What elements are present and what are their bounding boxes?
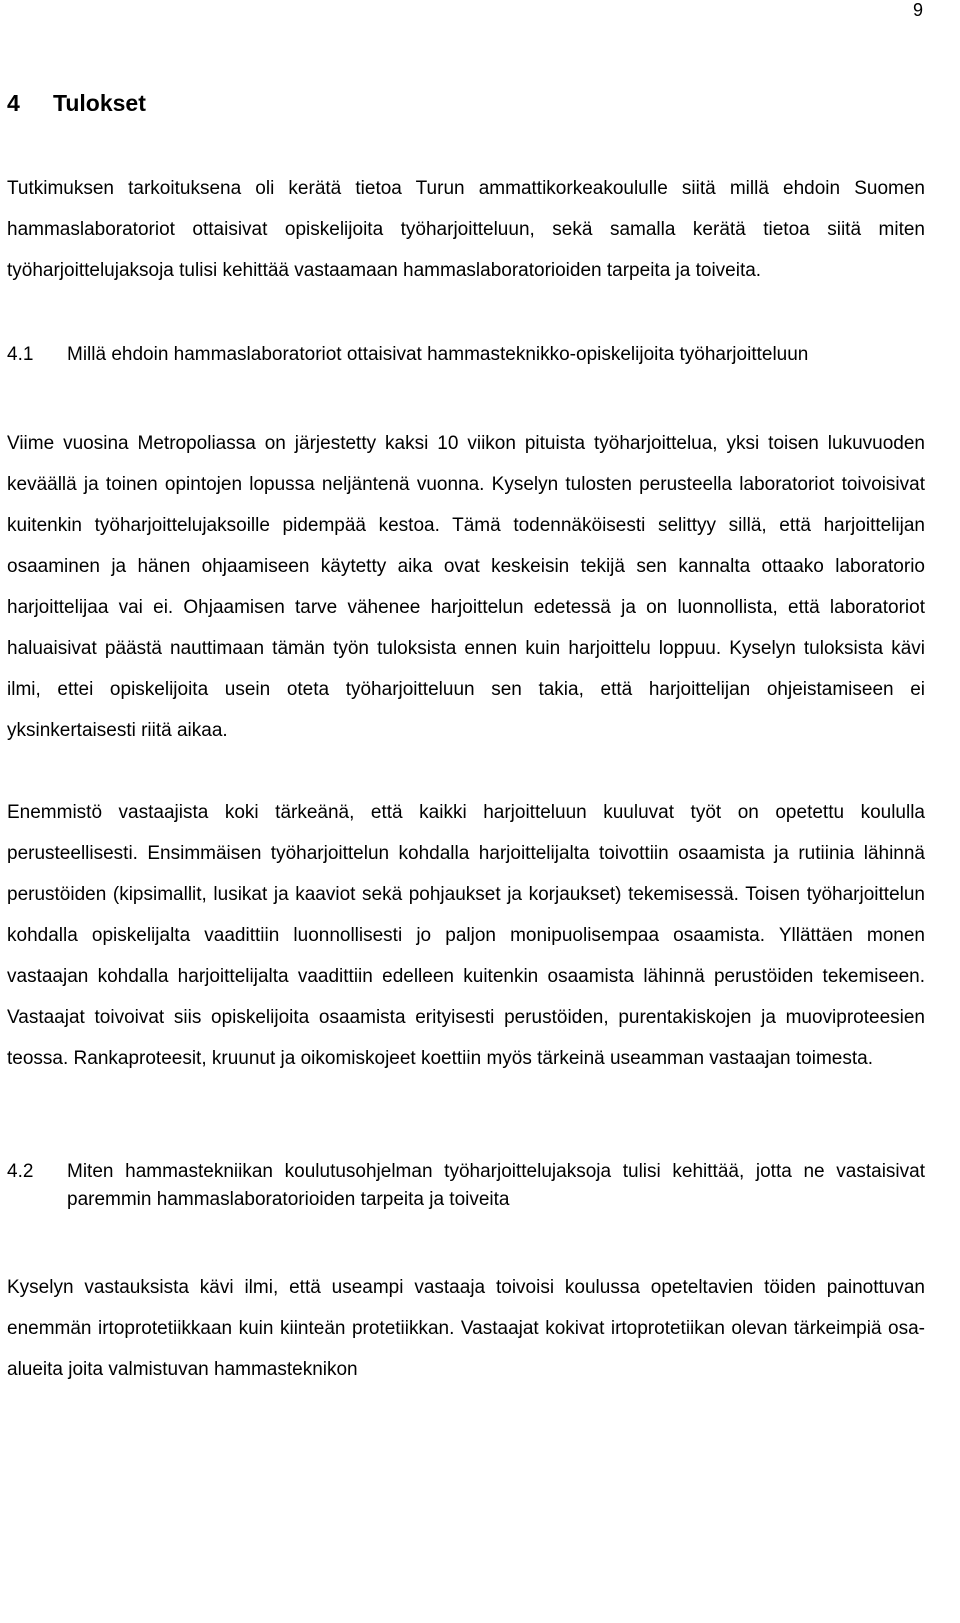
section-title: Miten hammastekniikan koulutusohjelman työharjoittelujaksoja tulisi kehittää, jotta ne vastaisivat paremmin hammaslaboratorioiden tarpeita ja toiveita [67,1161,925,1210]
page-number: 9 [912,0,923,20]
section-1-paragraph-1: Viime vuosina Metropoliassa on järjestetty kaksi 10 viikon pituista työharjoittelua, yksi toisen lukuvuoden keväällä ja toinen opintojen lopussa neljäntenä vuonna. Kyselyn tulosten perusteella laboratoriot toivoisivat kuitenkin työharjoittelujaksoille pidempää kestoa. Tämä todennäköisesti selittyy sillä, että harjoittelijan osaaminen ja hänen ohjaamiseen käytetty aika ovat keskeisin tekijä sen kannalta ottaako laboratorio harjoittelijaa vai ei. Ohjaamisen tarve vähenee harjoittelun edetessä ja on luonnollista, että laboratoriot haluaisivat päästä nauttimaan tämän työn tuloksista ennen kuin harjoittelu loppuu. Kyselyn tuloksista kävi ilmi, ettei opiskelijoita usein oteta työharjoitteluun sen takia, että harjoittelijan ohjeistamiseen ei yksinkertaisesti riitä aikaa. [7,433,925,741]
section-title: Millä ehdoin hammaslaboratoriot ottaisivat hammasteknikko-opiskelijoita työharjoitteluun [67,344,809,365]
page-content [7,84,925,1390]
intro-paragraph: Tutkimuksen tarkoituksena oli kerätä tietoa Turun ammattikorkeakoululle siitä millä ehdoin Suomen hammaslaboratoriot ottaisivat opiskelijoita työharjoitteluun, sekä samalla kerätä tietoa siitä miten työharjoittelujaksoja tulisi kehittää vastaamaan hammaslaboratorioiden tarpeita ja toiveita. [7,178,925,281]
section-heading-4-1 [7,341,925,369]
section-number: 4.1 [7,344,34,365]
chapter-title: Tulokset [53,90,146,116]
section-1-paragraph-2: Enemmistö vastaajista koki tärkeänä, että kaikki harjoitteluun kuuluvat työt on opetettu koululla perusteellisesti. Ensimmäisen työharjoittelun kohdalla harjoittelijalta toivottiin osaamista ja rutiinia lähinnä perustöiden (kipsimallit, lusikat ja kaaviot sekä pohjaukset ja korjaukset) tekemisessä. Toisen työharjoittelun kohdalla opiskelijalta vaadittiin luonnollisesti jo paljon monipuolisempaa osaamista. Yllättäen monen vastaajan kohdalla harjoittelijalta vaadittiin edelleen kuitenkin osaamista lähinnä perustöiden tekemiseen. Vastaajat toivoivat siis opiskelijoita osaamista erityisesti perustöiden, purentakiskojen ja muoviproteesien teossa. Rankaproteesit, kruunut ja oikomiskojeet koettiin myös tärkeinä useamman vastaajan toimesta. [7,802,925,1069]
section-number: 4.2 [7,1161,34,1182]
section-2-paragraph-1: Kyselyn vastauksista kävi ilmi, että useampi vastaaja toivoisi koulussa opeteltavien töiden painottuvan enemmän irtoprotetiikkaan kuin kiinteän protetiikkan. Vastaajat kokivat irtoprotetiikan olevan tärkeimpiä osa-alueita joita valmistuvan hammasteknikon [7,1277,925,1380]
section-heading-4-2 [7,1158,925,1214]
chapter-heading [7,84,925,122]
chapter-number: 4 [7,90,20,116]
